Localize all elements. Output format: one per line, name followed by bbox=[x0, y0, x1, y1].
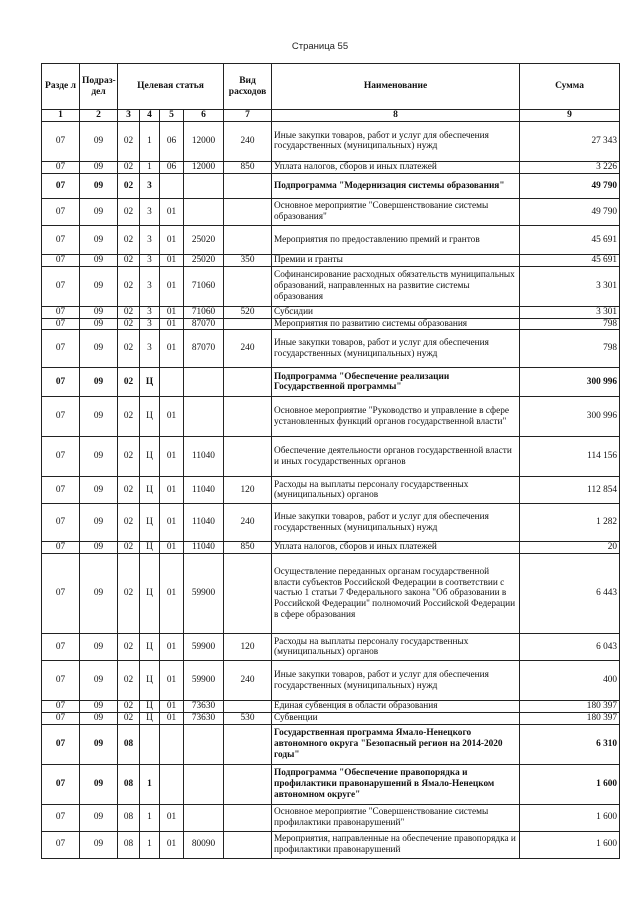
program-code-cell: 02 bbox=[118, 330, 140, 368]
direction-code-cell: 11040 bbox=[184, 437, 224, 477]
table-row bbox=[42, 712, 620, 724]
expense-type-cell bbox=[224, 318, 272, 330]
podrazdel-cell: 09 bbox=[80, 225, 118, 254]
amount-cell: 6 310 bbox=[520, 724, 620, 764]
expense-type-cell: 850 bbox=[224, 161, 272, 173]
direction-code-cell: 59900 bbox=[184, 634, 224, 661]
expense-type-cell: 350 bbox=[224, 254, 272, 266]
table-row bbox=[42, 724, 620, 764]
header-sum: Сумма bbox=[520, 64, 620, 110]
razdel-cell: 07 bbox=[42, 661, 80, 701]
expense-type-cell bbox=[224, 173, 272, 198]
podrazdel-cell: 09 bbox=[80, 397, 118, 437]
direction-code-cell: 11040 bbox=[184, 504, 224, 542]
direction-code-cell: 12000 bbox=[184, 121, 224, 161]
subprogram-code-cell: 1 bbox=[140, 831, 160, 858]
podrazdel-cell: 09 bbox=[80, 712, 118, 724]
subprogram-code-cell: 3 bbox=[140, 266, 160, 306]
program-code-cell: 02 bbox=[118, 198, 140, 225]
amount-cell: 3 301 bbox=[520, 306, 620, 318]
podrazdel-cell: 09 bbox=[80, 504, 118, 542]
amount-cell: 112 854 bbox=[520, 477, 620, 504]
table-row bbox=[42, 804, 620, 831]
table-row bbox=[42, 831, 620, 858]
table-row bbox=[42, 306, 620, 318]
subprogram-code-cell: Ц bbox=[140, 554, 160, 634]
subprogram-code-cell: 1 bbox=[140, 161, 160, 173]
event-code-cell: 01 bbox=[160, 634, 184, 661]
amount-cell: 49 790 bbox=[520, 198, 620, 225]
table-row bbox=[42, 554, 620, 634]
event-code-cell: 01 bbox=[160, 306, 184, 318]
podrazdel-cell: 09 bbox=[80, 804, 118, 831]
podrazdel-cell: 09 bbox=[80, 306, 118, 318]
expense-type-cell: 850 bbox=[224, 542, 272, 554]
podrazdel-cell: 09 bbox=[80, 701, 118, 713]
amount-cell: 300 996 bbox=[520, 368, 620, 397]
razdel-cell: 07 bbox=[42, 724, 80, 764]
subprogram-code-cell: 3 bbox=[140, 225, 160, 254]
podrazdel-cell: 09 bbox=[80, 368, 118, 397]
expense-type-cell bbox=[224, 764, 272, 804]
event-code-cell bbox=[160, 724, 184, 764]
expense-type-cell: 240 bbox=[224, 504, 272, 542]
table-row bbox=[42, 121, 620, 161]
razdel-cell: 07 bbox=[42, 198, 80, 225]
amount-cell: 180 397 bbox=[520, 701, 620, 713]
podrazdel-cell: 09 bbox=[80, 173, 118, 198]
program-code-cell: 08 bbox=[118, 724, 140, 764]
table-row bbox=[42, 198, 620, 225]
page-number-label: Страница 55 bbox=[291, 41, 349, 52]
event-code-cell: 01 bbox=[160, 804, 184, 831]
subprogram-code-cell: Ц bbox=[140, 542, 160, 554]
table-row bbox=[42, 661, 620, 701]
table-row bbox=[42, 330, 620, 368]
expense-type-cell: 120 bbox=[224, 634, 272, 661]
amount-cell: 20 bbox=[520, 542, 620, 554]
program-code-cell: 02 bbox=[118, 542, 140, 554]
direction-code-cell: 71060 bbox=[184, 266, 224, 306]
item-name-cell: Иные закупки товаров, работ и услуг для обеспечения государственных (муниципальных) нужд bbox=[272, 121, 520, 161]
subprogram-code-cell: 3 bbox=[140, 198, 160, 225]
event-code-cell: 01 bbox=[160, 504, 184, 542]
podrazdel-cell: 09 bbox=[80, 764, 118, 804]
item-name-cell: Софинансирование расходных обязательств муниципальных образований, направленных на развитие системы образования bbox=[272, 266, 520, 306]
podrazdel-cell: 09 bbox=[80, 318, 118, 330]
direction-code-cell: 11040 bbox=[184, 477, 224, 504]
razdel-cell: 07 bbox=[42, 634, 80, 661]
table-row bbox=[42, 701, 620, 713]
expense-type-cell bbox=[224, 397, 272, 437]
program-code-cell: 02 bbox=[118, 173, 140, 198]
table-row bbox=[42, 161, 620, 173]
subprogram-code-cell bbox=[140, 724, 160, 764]
item-name-cell: Иные закупки товаров, работ и услуг для обеспечения государственных (муниципальных) нужд bbox=[272, 661, 520, 701]
razdel-cell: 07 bbox=[42, 712, 80, 724]
direction-code-cell bbox=[184, 397, 224, 437]
razdel-cell: 07 bbox=[42, 306, 80, 318]
table-row bbox=[42, 397, 620, 437]
event-code-cell: 01 bbox=[160, 831, 184, 858]
razdel-cell: 07 bbox=[42, 831, 80, 858]
subprogram-code-cell: Ц bbox=[140, 701, 160, 713]
column-number: 9 bbox=[520, 110, 620, 122]
column-number: 7 bbox=[224, 110, 272, 122]
item-name-cell: Единая субвенция в области образования bbox=[272, 701, 520, 713]
table-row bbox=[42, 318, 620, 330]
razdel-cell: 07 bbox=[42, 504, 80, 542]
podrazdel-cell: 09 bbox=[80, 542, 118, 554]
table-row bbox=[42, 266, 620, 306]
expense-type-cell bbox=[224, 701, 272, 713]
event-code-cell: 01 bbox=[160, 266, 184, 306]
razdel-cell: 07 bbox=[42, 266, 80, 306]
subprogram-code-cell: 1 bbox=[140, 121, 160, 161]
amount-cell: 49 790 bbox=[520, 173, 620, 198]
razdel-cell: 07 bbox=[42, 804, 80, 831]
amount-cell: 1 600 bbox=[520, 764, 620, 804]
subprogram-code-cell: Ц bbox=[140, 397, 160, 437]
podrazdel-cell: 09 bbox=[80, 161, 118, 173]
subprogram-code-cell: 3 bbox=[140, 254, 160, 266]
item-name-cell: Субсидии bbox=[272, 306, 520, 318]
expense-type-cell: 240 bbox=[224, 330, 272, 368]
header-name: Наименование bbox=[272, 64, 520, 110]
item-name-cell: Расходы на выплаты персоналу государственных (муниципальных) органов bbox=[272, 634, 520, 661]
program-code-cell: 02 bbox=[118, 554, 140, 634]
direction-code-cell: 87070 bbox=[184, 330, 224, 368]
subprogram-code-cell: Ц bbox=[140, 437, 160, 477]
subprogram-code-cell: Ц bbox=[140, 477, 160, 504]
expense-type-cell bbox=[224, 804, 272, 831]
item-name-cell: Основное мероприятие "Руководство и управление в сфере установленных функций органов государственной власти" bbox=[272, 397, 520, 437]
amount-cell: 6 443 bbox=[520, 554, 620, 634]
header-target-article: Целевая статья bbox=[118, 64, 224, 110]
amount-cell: 798 bbox=[520, 318, 620, 330]
subprogram-code-cell: Ц bbox=[140, 661, 160, 701]
event-code-cell: 01 bbox=[160, 330, 184, 368]
item-name-cell: Подпрограмма "Обеспечение правопорядка и профилактики правонарушений в Ямало-Ненецком автономном округе" bbox=[272, 764, 520, 804]
table-row bbox=[42, 225, 620, 254]
direction-code-cell: 80090 bbox=[184, 831, 224, 858]
direction-code-cell: 73630 bbox=[184, 701, 224, 713]
razdel-cell: 07 bbox=[42, 542, 80, 554]
direction-code-cell: 71060 bbox=[184, 306, 224, 318]
program-code-cell: 02 bbox=[118, 661, 140, 701]
direction-code-cell: 25020 bbox=[184, 254, 224, 266]
amount-cell: 300 996 bbox=[520, 397, 620, 437]
table-row bbox=[42, 542, 620, 554]
podrazdel-cell: 09 bbox=[80, 121, 118, 161]
item-name-cell: Подпрограмма "Обеспечение реализации Государственной программы" bbox=[272, 368, 520, 397]
column-number: 8 bbox=[272, 110, 520, 122]
amount-cell: 27 343 bbox=[520, 121, 620, 161]
razdel-cell: 07 bbox=[42, 554, 80, 634]
razdel-cell: 07 bbox=[42, 173, 80, 198]
razdel-cell: 07 bbox=[42, 225, 80, 254]
expense-type-cell: 520 bbox=[224, 306, 272, 318]
item-name-cell: Иные закупки товаров, работ и услуг для обеспечения государственных (муниципальных) нужд bbox=[272, 330, 520, 368]
item-name-cell: Иные закупки товаров, работ и услуг для обеспечения государственных (муниципальных) нужд bbox=[272, 504, 520, 542]
event-code-cell: 01 bbox=[160, 437, 184, 477]
subprogram-code-cell: Ц bbox=[140, 634, 160, 661]
amount-cell: 3 226 bbox=[520, 161, 620, 173]
expense-type-cell bbox=[224, 225, 272, 254]
podrazdel-cell: 09 bbox=[80, 477, 118, 504]
table-row bbox=[42, 634, 620, 661]
direction-code-cell: 11040 bbox=[184, 542, 224, 554]
program-code-cell: 02 bbox=[118, 477, 140, 504]
amount-cell: 114 156 bbox=[520, 437, 620, 477]
subprogram-code-cell: Ц bbox=[140, 712, 160, 724]
item-name-cell: Премии и гранты bbox=[272, 254, 520, 266]
razdel-cell: 07 bbox=[42, 397, 80, 437]
amount-cell: 45 691 bbox=[520, 254, 620, 266]
table-body bbox=[42, 121, 620, 858]
subprogram-code-cell: 1 bbox=[140, 804, 160, 831]
razdel-cell: 07 bbox=[42, 121, 80, 161]
column-number: 3 bbox=[118, 110, 140, 122]
program-code-cell: 02 bbox=[118, 712, 140, 724]
item-name-cell: Государственная программа Ямало-Ненецкого автономного округа "Безопасный регион на 2014-2020 годы" bbox=[272, 724, 520, 764]
subprogram-code-cell: 1 bbox=[140, 764, 160, 804]
program-code-cell: 02 bbox=[118, 397, 140, 437]
item-name-cell: Основное мероприятие "Совершенствование системы образования" bbox=[272, 198, 520, 225]
table-row bbox=[42, 368, 620, 397]
razdel-cell: 07 bbox=[42, 254, 80, 266]
expense-type-cell bbox=[224, 198, 272, 225]
amount-cell: 1 282 bbox=[520, 504, 620, 542]
expense-type-cell bbox=[224, 554, 272, 634]
podrazdel-cell: 09 bbox=[80, 661, 118, 701]
event-code-cell: 01 bbox=[160, 712, 184, 724]
program-code-cell: 02 bbox=[118, 225, 140, 254]
event-code-cell: 01 bbox=[160, 397, 184, 437]
item-name-cell: Уплата налогов, сборов и иных платежей bbox=[272, 161, 520, 173]
amount-cell: 45 691 bbox=[520, 225, 620, 254]
event-code-cell: 06 bbox=[160, 121, 184, 161]
amount-cell: 1 600 bbox=[520, 831, 620, 858]
direction-code-cell bbox=[184, 173, 224, 198]
event-code-cell: 01 bbox=[160, 254, 184, 266]
header-podrazdel: Подраз- дел bbox=[80, 64, 118, 110]
expense-type-cell bbox=[224, 724, 272, 764]
podrazdel-cell: 09 bbox=[80, 254, 118, 266]
event-code-cell: 01 bbox=[160, 225, 184, 254]
item-name-cell: Обеспечение деятельности органов государственной власти и иных государственных органов bbox=[272, 437, 520, 477]
event-code-cell: 06 bbox=[160, 161, 184, 173]
subprogram-code-cell: Ц bbox=[140, 504, 160, 542]
program-code-cell: 02 bbox=[118, 161, 140, 173]
razdel-cell: 07 bbox=[42, 477, 80, 504]
direction-code-cell: 12000 bbox=[184, 161, 224, 173]
podrazdel-cell: 09 bbox=[80, 724, 118, 764]
event-code-cell bbox=[160, 764, 184, 804]
header-expense-type: Вид расходов bbox=[224, 64, 272, 110]
item-name-cell: Основное мероприятие "Совершенствование системы профилактики правонарушений" bbox=[272, 804, 520, 831]
amount-cell: 3 301 bbox=[520, 266, 620, 306]
program-code-cell: 02 bbox=[118, 306, 140, 318]
program-code-cell: 02 bbox=[118, 318, 140, 330]
event-code-cell bbox=[160, 368, 184, 397]
amount-cell: 1 600 bbox=[520, 804, 620, 831]
podrazdel-cell: 09 bbox=[80, 437, 118, 477]
direction-code-cell: 25020 bbox=[184, 225, 224, 254]
subprogram-code-cell: 3 bbox=[140, 330, 160, 368]
razdel-cell: 07 bbox=[42, 701, 80, 713]
amount-cell: 400 bbox=[520, 661, 620, 701]
table-row bbox=[42, 437, 620, 477]
expense-type-cell bbox=[224, 368, 272, 397]
direction-code-cell bbox=[184, 724, 224, 764]
razdel-cell: 07 bbox=[42, 318, 80, 330]
direction-code-cell: 87070 bbox=[184, 318, 224, 330]
amount-cell: 6 043 bbox=[520, 634, 620, 661]
razdel-cell: 07 bbox=[42, 330, 80, 368]
program-code-cell: 02 bbox=[118, 266, 140, 306]
table-row bbox=[42, 173, 620, 198]
podrazdel-cell: 09 bbox=[80, 330, 118, 368]
item-name-cell: Мероприятия по развитию системы образования bbox=[272, 318, 520, 330]
item-name-cell: Расходы на выплаты персоналу государственных (муниципальных) органов bbox=[272, 477, 520, 504]
column-number: 4 bbox=[140, 110, 160, 122]
event-code-cell: 01 bbox=[160, 477, 184, 504]
table-row bbox=[42, 764, 620, 804]
amount-cell: 798 bbox=[520, 330, 620, 368]
direction-code-cell bbox=[184, 368, 224, 397]
program-code-cell: 02 bbox=[118, 368, 140, 397]
program-code-cell: 02 bbox=[118, 634, 140, 661]
subprogram-code-cell: Ц bbox=[140, 368, 160, 397]
item-name-cell: Осуществление переданных органам государственной власти субъектов Российской Федерации в соответствии с частью 1 статьи 7 Федерального закона "Об образовании в Российской Федерации" полномочий Российской Федерации в сфере образования bbox=[272, 554, 520, 634]
subprogram-code-cell: 3 bbox=[140, 318, 160, 330]
subprogram-code-cell: 3 bbox=[140, 306, 160, 318]
column-number: 1 bbox=[42, 110, 80, 122]
amount-cell: 180 397 bbox=[520, 712, 620, 724]
item-name-cell: Субвенции bbox=[272, 712, 520, 724]
table-row bbox=[42, 504, 620, 542]
subprogram-code-cell: 3 bbox=[140, 173, 160, 198]
program-code-cell: 02 bbox=[118, 254, 140, 266]
table-row bbox=[42, 254, 620, 266]
program-code-cell: 02 bbox=[118, 121, 140, 161]
header-row bbox=[42, 64, 620, 110]
item-name-cell: Мероприятия, направленные на обеспечение правопорядка и профилактики правонарушений bbox=[272, 831, 520, 858]
expense-type-cell: 240 bbox=[224, 121, 272, 161]
program-code-cell: 08 bbox=[118, 764, 140, 804]
header-razdel: Разде л bbox=[42, 64, 80, 110]
event-code-cell: 01 bbox=[160, 542, 184, 554]
direction-code-cell bbox=[184, 764, 224, 804]
item-name-cell: Мероприятия по предоставлению премий и грантов bbox=[272, 225, 520, 254]
program-code-cell: 08 bbox=[118, 831, 140, 858]
event-code-cell: 01 bbox=[160, 198, 184, 225]
razdel-cell: 07 bbox=[42, 368, 80, 397]
event-code-cell: 01 bbox=[160, 701, 184, 713]
column-number-row bbox=[42, 110, 620, 122]
expense-type-cell bbox=[224, 266, 272, 306]
item-name-cell: Подпрограмма "Модернизация системы образования" bbox=[272, 173, 520, 198]
event-code-cell: 01 bbox=[160, 554, 184, 634]
direction-code-cell bbox=[184, 198, 224, 225]
program-code-cell: 02 bbox=[118, 701, 140, 713]
expense-type-cell bbox=[224, 831, 272, 858]
expense-type-cell: 530 bbox=[224, 712, 272, 724]
program-code-cell: 08 bbox=[118, 804, 140, 831]
podrazdel-cell: 09 bbox=[80, 554, 118, 634]
item-name-cell: Уплата налогов, сборов и иных платежей bbox=[272, 542, 520, 554]
direction-code-cell: 59900 bbox=[184, 661, 224, 701]
podrazdel-cell: 09 bbox=[80, 266, 118, 306]
event-code-cell bbox=[160, 173, 184, 198]
podrazdel-cell: 09 bbox=[80, 634, 118, 661]
podrazdel-cell: 09 bbox=[80, 831, 118, 858]
podrazdel-cell: 09 bbox=[80, 198, 118, 225]
razdel-cell: 07 bbox=[42, 764, 80, 804]
expense-type-cell bbox=[224, 437, 272, 477]
table-row bbox=[42, 477, 620, 504]
razdel-cell: 07 bbox=[42, 161, 80, 173]
event-code-cell: 01 bbox=[160, 318, 184, 330]
column-number: 6 bbox=[184, 110, 224, 122]
program-code-cell: 02 bbox=[118, 504, 140, 542]
event-code-cell: 01 bbox=[160, 661, 184, 701]
budget-table bbox=[41, 63, 620, 859]
expense-type-cell: 240 bbox=[224, 661, 272, 701]
column-number: 2 bbox=[80, 110, 118, 122]
column-number: 5 bbox=[160, 110, 184, 122]
direction-code-cell: 59900 bbox=[184, 554, 224, 634]
direction-code-cell: 73630 bbox=[184, 712, 224, 724]
program-code-cell: 02 bbox=[118, 437, 140, 477]
razdel-cell: 07 bbox=[42, 437, 80, 477]
expense-type-cell: 120 bbox=[224, 477, 272, 504]
direction-code-cell bbox=[184, 804, 224, 831]
